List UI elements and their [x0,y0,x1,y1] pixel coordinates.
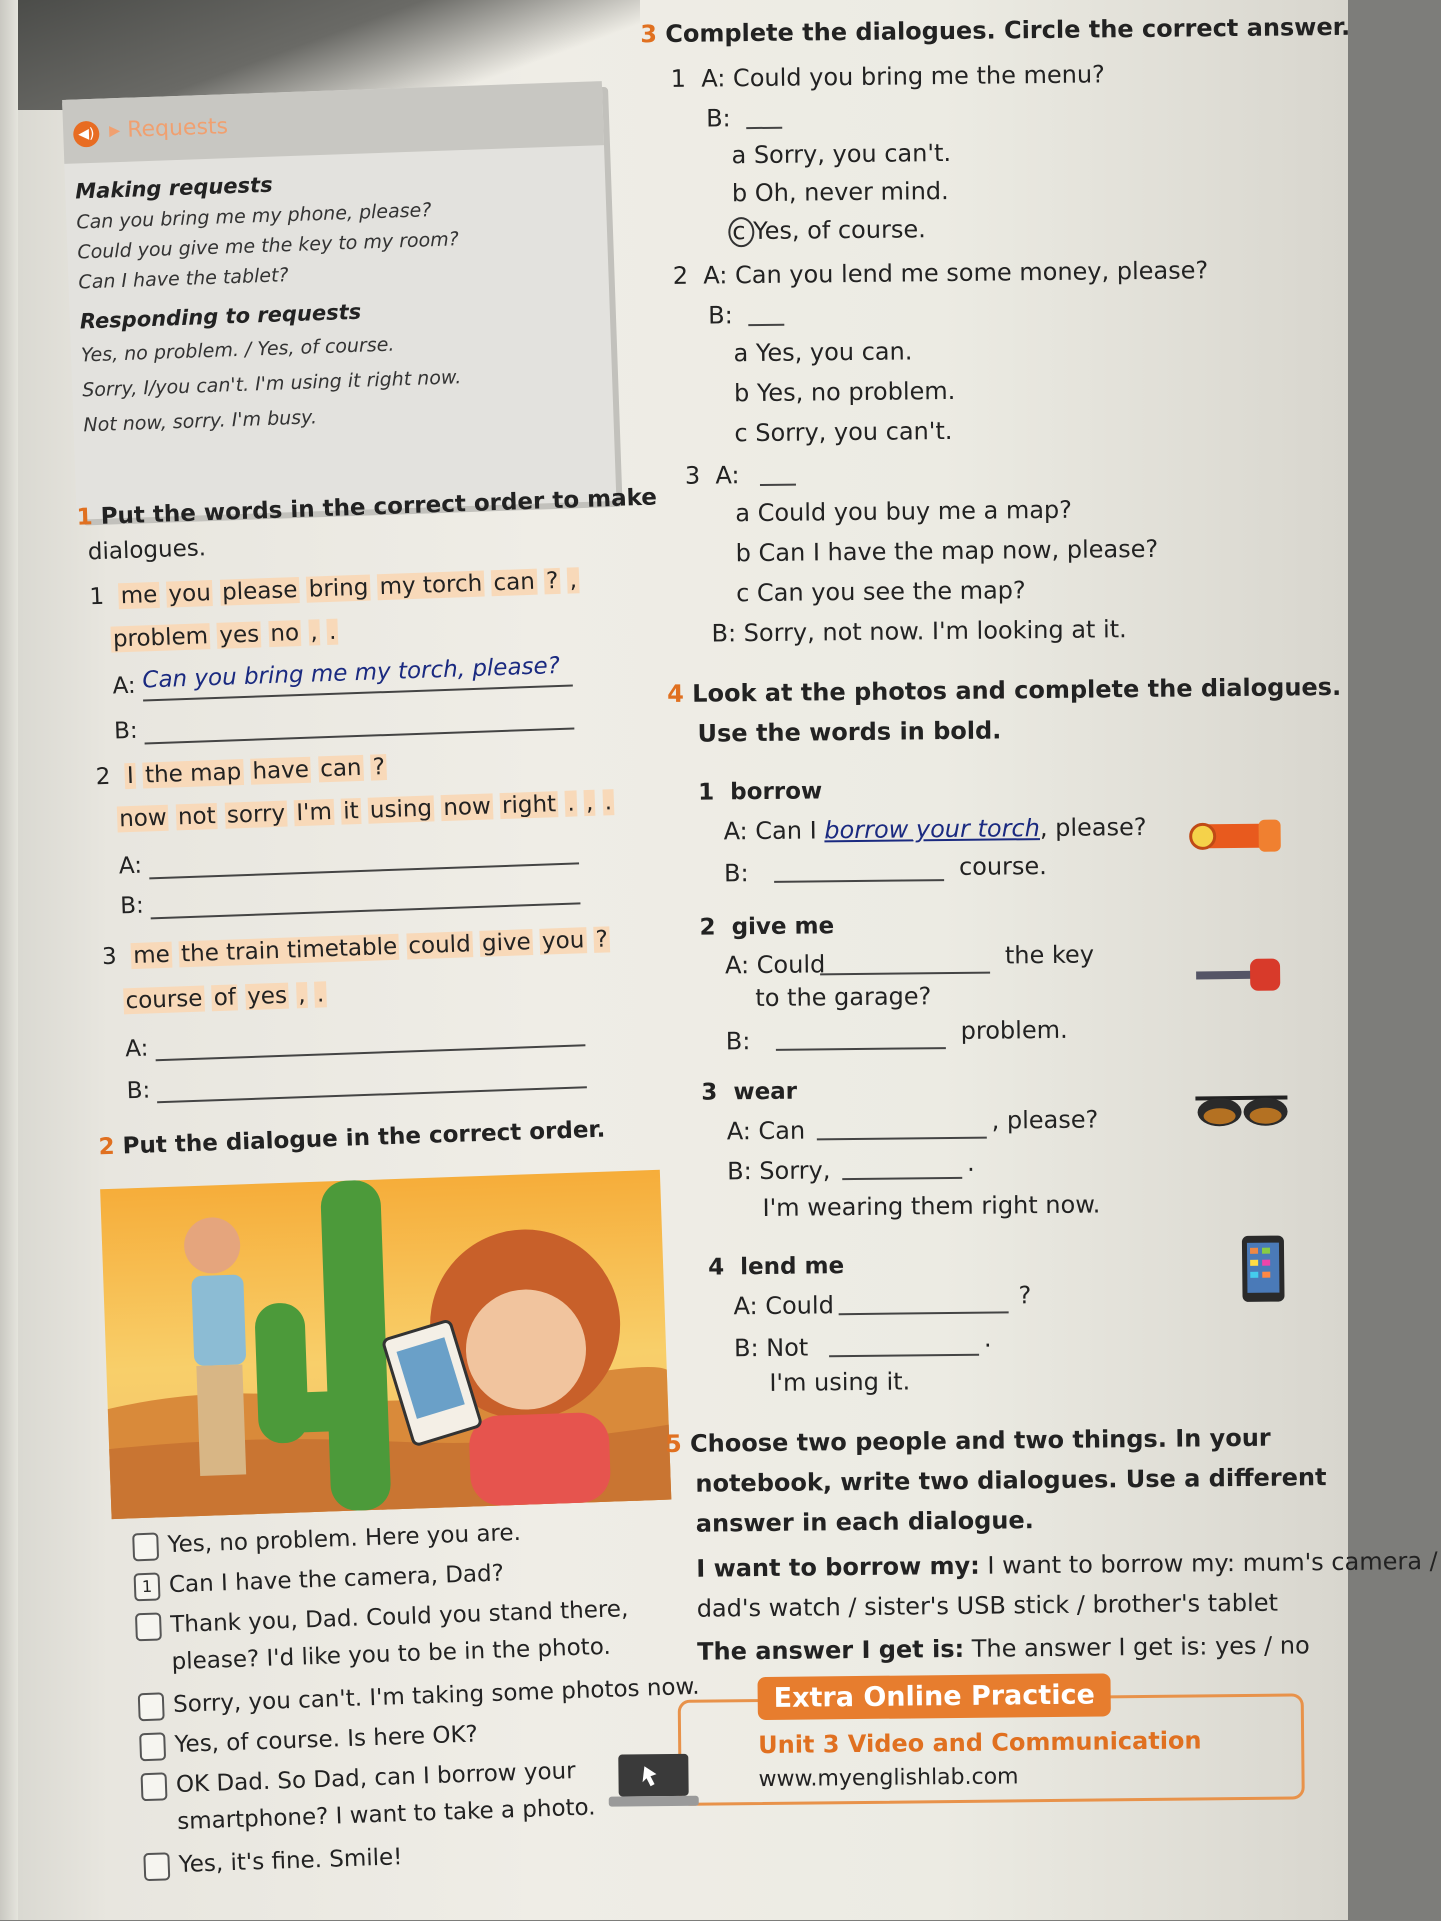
ex3-option[interactable]: c Can you see the map? [735,576,1026,608]
ex4-item-3-b: B: Sorry, [727,1156,831,1186]
box-title: ▸ Requests [108,114,229,144]
answer-line[interactable] [151,902,581,919]
ex5-want1: I want to borrow my: I want to borrow my: mum's camera / [696,1546,1438,1583]
left-column [60,18,745,1918]
answer-line[interactable] [829,1354,979,1358]
ex5-heading-line3: answer in each dialogue. [695,1506,1034,1538]
ex5-heading-line2: notebook, write two dialogues. Use a different [695,1463,1327,1498]
answer-line[interactable] [149,862,579,879]
ex4-item-2-a-post: the key [1004,940,1095,970]
ex4-item-2-word: 2 give me [699,913,835,941]
order-checkbox[interactable] [132,1532,159,1561]
ex4-item-1-b: B: [723,859,749,888]
making-heading: Making requests [74,172,273,204]
ex3-item-3-a: 3 A: [684,461,740,490]
ex4-item-1-word: 1 borrow [698,778,823,806]
answer-line[interactable] [817,1137,987,1141]
ex1-item-1-words2: problem yes no , . [112,618,337,653]
ex3-option-circled[interactable]: c Yes, of course. [732,215,926,246]
ex4-item-3-a: A: Can [726,1116,806,1146]
answer-line[interactable] [776,1047,946,1051]
ex3-heading: 3 Complete the dialogues. Circle the correct answer. [640,12,1351,49]
ex4-item-4-b: B: Not [733,1333,809,1363]
making-example: Can I have the tablet? [78,264,289,294]
sunglasses-icon [1191,1083,1292,1134]
right-column [640,3,1438,1920]
order-checkbox[interactable] [139,1732,166,1761]
order-checkbox[interactable] [143,1852,170,1881]
ex3-item-1-b: B: [705,104,731,133]
ex1-heading: 1 Put the words in the correct order to make [76,484,658,531]
ex3-option[interactable]: b Yes, no problem. [733,376,956,408]
ex4-heading-line2: Use the words in bold. [697,716,1002,748]
responding-heading: Responding to requests [79,299,362,334]
order-checkbox[interactable] [141,1772,168,1801]
ex1-item-1-a-answer: Can you bring me my torch, please? [141,652,561,694]
ex2-line: Can I have the camera, Dad? [168,1560,505,1599]
page-edge [0,0,18,1920]
ex2-line-cont: smartphone? I want to take a photo. [176,1794,596,1835]
ex1-item-3-words: 3 me the train timetable could give you ? [101,926,609,971]
ex4-item-3-word: 3 wear [701,1078,798,1106]
answer-line[interactable] [156,1044,586,1061]
ex3-item-3-b: B: Sorry, not now. I'm looking at it. [711,615,1127,648]
extra-practice-label: Extra Online Practice [757,1673,1111,1720]
ex3-item-2-a: 2 A: Can you lend me some money, please? [672,256,1209,290]
extra-line1: Unit 3 Video and Communication [758,1726,1202,1760]
ex4-item-2-b: B: [725,1027,751,1056]
ex4-item-3-b-post: . [966,1148,975,1177]
ex4-item-4-a: A: Could [733,1291,834,1321]
ex1-item-1-a-label: A: [112,672,137,700]
ex2-line: Sorry, you can't. I'm taking some photos now. [172,1673,700,1719]
making-example: Can you bring me my phone, please? [75,199,432,234]
ex3-item-1-a: 1 A: Could you bring me the menu? [670,60,1105,93]
responding-example: Sorry, I/you can't. I'm using it right now. [81,366,462,402]
ex5-answer: The answer I get is: The answer I get is: yes / no [697,1631,1310,1666]
ex1-item-2-words2: now not sorry I'm it using now right . , . [118,789,613,833]
answer-line[interactable] [157,1086,587,1103]
ex1-heading-line2: dialogues. [87,535,207,566]
answer-line[interactable] [842,1177,962,1180]
ex2-line: Thank you, Dad. Could you stand there, [169,1596,629,1639]
ex3-option[interactable]: b Can I have the map now, please? [735,534,1159,568]
ex4-item-2-a: A: Could [724,950,826,980]
answer-line[interactable] [746,127,782,129]
ex4-item-1-a: A: Can I borrow your torch, please? [723,812,1147,846]
answer-circle [728,217,754,247]
ex2-heading: 2 Put the dialogue in the correct order. [98,1116,606,1161]
ex2-line: Yes, of course. Is here OK? [174,1721,479,1759]
ex3-option[interactable]: a Could you buy me a map? [735,495,1073,528]
ex4-item-3-a-post: , please? [991,1105,1099,1135]
ex4-item-2-b-post: problem. [960,1015,1068,1045]
ex1-item-1-words: 1 me you please bring my torch can ? , [89,567,578,611]
illustration [100,1170,671,1519]
answer-line[interactable] [760,484,796,486]
ex5-heading: 5 Choose two people and two things. In your [664,1423,1271,1459]
responding-example: Not now, sorry. I'm busy. [83,406,318,437]
ex5-want2: dad's watch / sister's USB stick / brother's tablet [696,1588,1279,1623]
laptop-icon [608,1750,699,1811]
ex4-item-1-b-post: course. [958,851,1047,881]
phone-icon [1238,1233,1289,1304]
ex1-item-3-a-label: A: [124,1035,149,1063]
ex2-line: OK Dad. So Dad, can I borrow your [175,1758,577,1799]
ex1-item-3-b-label: B: [126,1077,151,1105]
ex4-item-4-a-post: ? [1018,1281,1032,1310]
ex2-line: Yes, it's fine. Smile! [178,1844,403,1878]
answer-line[interactable] [820,972,990,976]
order-checkbox[interactable] [138,1692,165,1721]
ex2-line: Yes, no problem. Here you are. [167,1519,522,1559]
order-checkbox[interactable]: 1 [134,1572,161,1601]
making-example: Could you give me the key to my room? [77,228,460,264]
ex2-line-cont: please? I'd like you to be in the photo. [171,1633,612,1676]
audio-icon[interactable]: ◀) [73,121,100,148]
torch-icon [1188,803,1299,864]
ex4-item-4-b-post: . [983,1324,992,1353]
ex1-item-2-a-label: A: [118,852,143,880]
answer-line[interactable] [748,324,784,326]
ex4-item-3-b-line2: I'm wearing them right now. [762,1190,1101,1222]
answer-line[interactable] [839,1311,1009,1315]
extra-url[interactable]: www.myenglishlab.com [758,1764,1019,1793]
ex1-item-3-words2: course of yes , . [125,981,325,1015]
ex4-item-2-a-post2: to the garage? [755,982,932,1013]
ex1-item-1-b-label: B: [113,717,139,745]
ex1-item-2-b-label: B: [119,892,145,920]
order-checkbox[interactable] [135,1612,162,1641]
answer-line[interactable] [145,727,575,744]
ex3-option[interactable]: a Sorry, you can't. [731,138,952,170]
ex3-item-2-b: B: [708,301,733,330]
ex3-option[interactable]: c Sorry, you can't. [734,416,953,448]
key-icon [1190,948,1291,999]
answer-line[interactable] [774,879,944,883]
ex4-heading: 4 Look at the photos and complete the dialogues. [667,672,1342,708]
ex3-option[interactable]: a Yes, you can. [733,337,913,368]
ex1-item-2-words: 2 I the map have can ? [95,754,386,791]
responding-example: Yes, no problem. / Yes, of course. [80,333,395,367]
ex3-option[interactable]: b Oh, never mind. [731,176,949,208]
ex4-item-4-b-line2: I'm using it. [769,1367,911,1397]
ex4-item-4-word: 4 lend me [708,1253,845,1281]
